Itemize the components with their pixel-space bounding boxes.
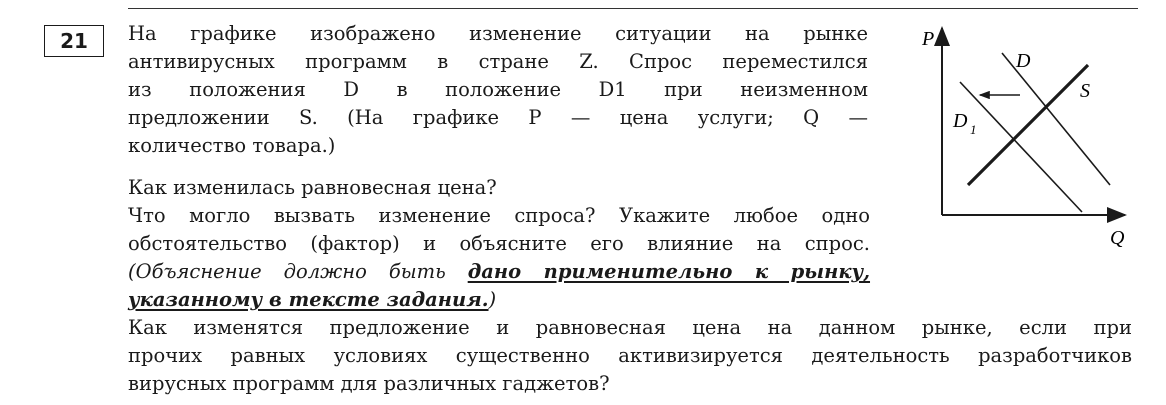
task-questions (128, 174, 870, 314)
label-d1: D (953, 110, 968, 132)
description-line: антивирусных программ в стране Z. Спрос переместился (128, 50, 868, 73)
question-supply-line: прочих равных условиях существенно активизируется деятельность разработчиков (128, 344, 1132, 367)
note-line (128, 258, 870, 286)
note-underlined: указанному в тексте задания. (128, 288, 489, 311)
supply-curve-s (968, 65, 1088, 185)
note-prefix: (Объяснение должно быть (128, 260, 468, 283)
label-q: Q (1110, 227, 1125, 249)
question-factor-line: обстоятельство (фактор) и объясните его влияние на спрос. (128, 232, 870, 255)
question-supply-line: вирусных программ для различных гаджетов? (128, 372, 610, 395)
note-underlined: дано применительно к рынку, (467, 260, 871, 283)
description-line: из положения D в положение D1 при неизменном (128, 78, 868, 101)
label-d: D (1016, 50, 1031, 72)
demand-curve-d1 (960, 82, 1082, 212)
note-line (128, 286, 870, 314)
label-s: S (1080, 80, 1090, 102)
note-suffix: ) (488, 288, 497, 311)
question-price: Как изменилась равновесная цена? (128, 176, 497, 199)
demand-curve-d (1002, 53, 1110, 185)
description-line: предложении S. (На графике P — цена услуги; Q — (128, 106, 868, 129)
question-factor-line: Что могло вызвать изменение спроса? Укажите любое одно (128, 204, 870, 227)
label-p: P (922, 28, 935, 50)
task-question-supply (128, 314, 1132, 398)
description-line: количество товара.) (128, 134, 336, 157)
supply-demand-graph (910, 20, 1140, 250)
top-rule (128, 8, 1138, 9)
question-number: 21 (44, 25, 104, 57)
task-description (128, 20, 868, 160)
description-line: На графике изображено изменение ситуации на рынке (128, 22, 868, 45)
question-supply-line: Как изменятся предложение и равновесная цена на данном рынке, если при (128, 316, 1132, 339)
label-d1-subscript: 1 (970, 122, 977, 137)
